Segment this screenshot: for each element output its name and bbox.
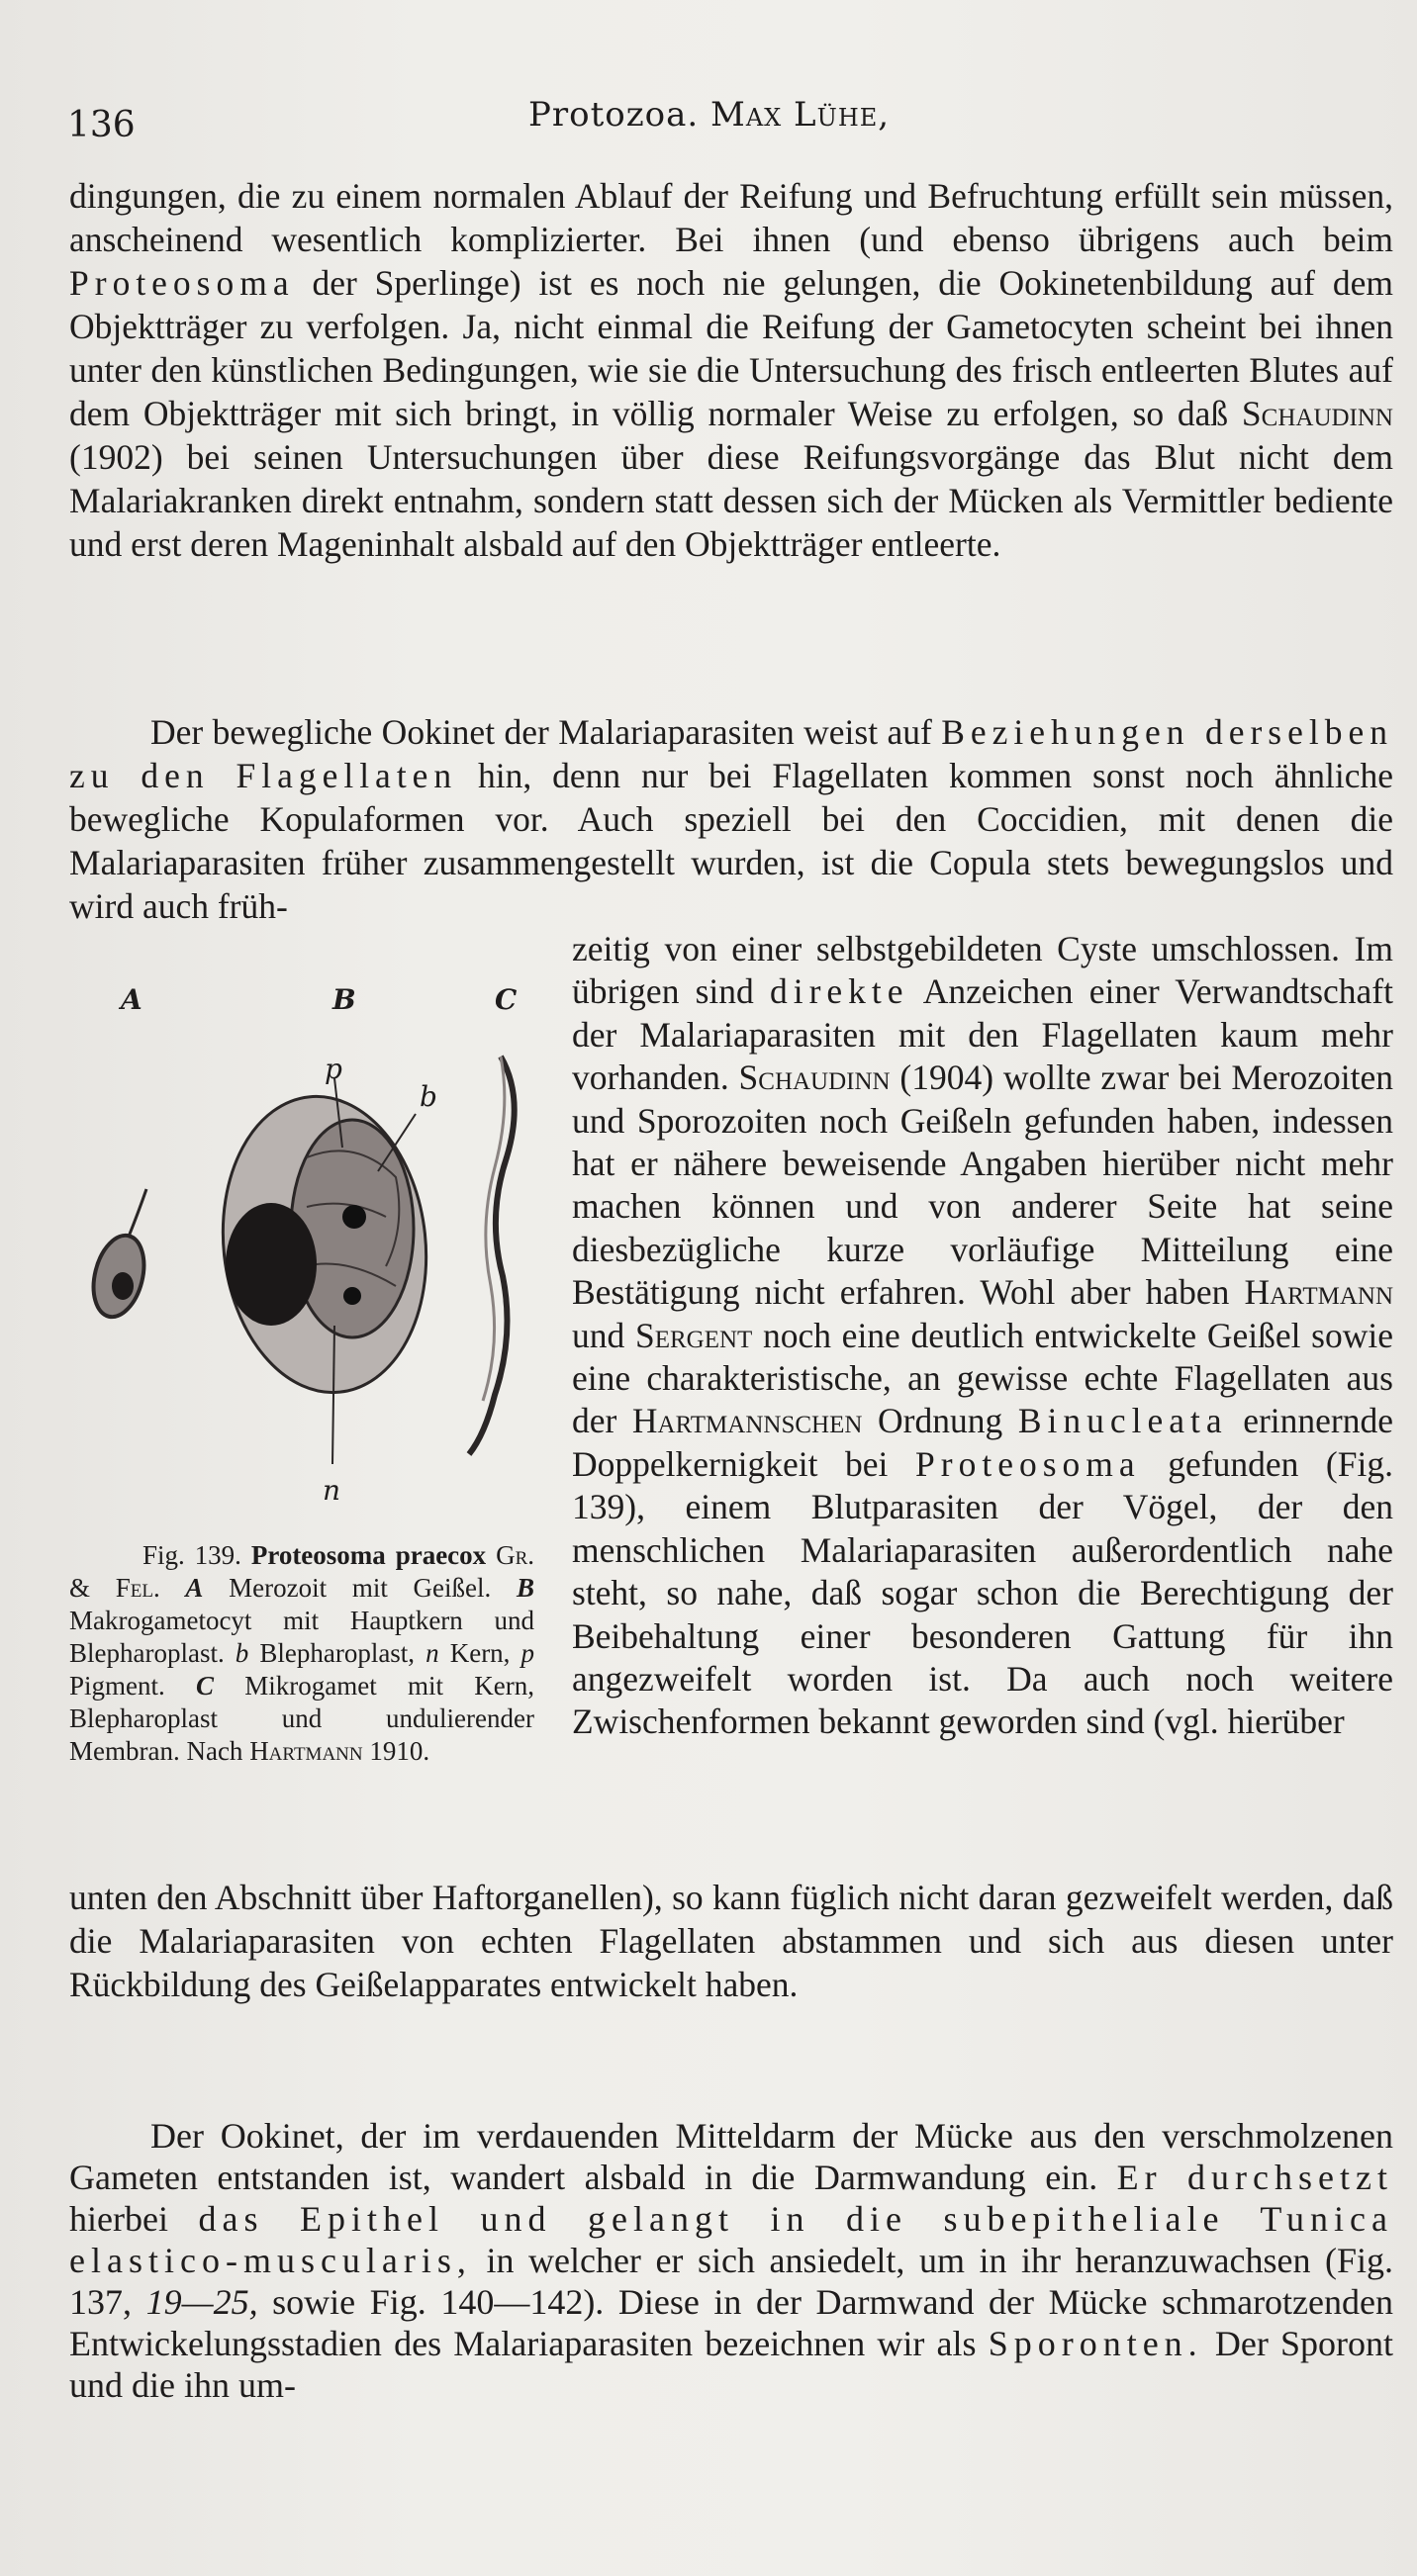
- paragraph-2-top: [69, 710, 1393, 928]
- author-sergent: Sergent: [634, 1315, 753, 1355]
- right-text-a: zeitig von einer selbstgebildeten Cyste umschlossen. Im übrigen sind: [572, 929, 1393, 1012]
- caption-text-p: Pigment.: [69, 1671, 197, 1701]
- right-text-b: Anzeichen einer Verwandtschaft der Malariaparasiten mit den Flagellaten kaum mehr vorhanden.: [572, 971, 1393, 1098]
- emphasis-direkte: direkte: [769, 971, 909, 1012]
- paragraph-2-text-a: Der bewegliche Ookinet der Malariaparasiten weist auf: [150, 712, 942, 752]
- caption-letter-n: n: [425, 1638, 439, 1668]
- figure-label-a: A: [121, 983, 142, 1016]
- author-hartmann: Hartmann: [1244, 1272, 1393, 1313]
- caption-species: Proteosoma praecox: [250, 1540, 487, 1570]
- paragraph-3-text-d: sowie Fig. 140—142). Diese in der Darmwand der Mücke schmarotzenden Entwickelungsstadien des Malariaparasiten bezeichnen wir als: [69, 2282, 1393, 2363]
- paragraph-2-right-column: [572, 928, 1393, 1744]
- figure-range: 19—25,: [145, 2282, 258, 2322]
- paragraph-3-text-a: Der Ookinet, der im verdauenden Mitteldarm der Mücke aus den verschmolzenen Gameten entstanden ist, wandert alsbald in die Darmwandung ein.: [69, 2116, 1393, 2197]
- merozoite-drawing: [86, 1189, 152, 1323]
- running-title: [528, 95, 890, 135]
- genus-proteosoma-2: Proteosoma: [915, 1443, 1141, 1484]
- caption-text-c: Mikrogamet mit Kern, Blepharoplast und undulierender Membran. Nach: [69, 1671, 534, 1766]
- paragraph-3-text-b: hierbei: [69, 2199, 199, 2239]
- running-title-author: Max Lühe,: [710, 95, 891, 135]
- caption-author-hartmann: Hartmann: [249, 1736, 363, 1766]
- genus-proteosoma: Proteosoma: [69, 263, 295, 303]
- caption-letter-c: C: [196, 1671, 215, 1701]
- figure-label-blepharoplast: b: [420, 1080, 437, 1113]
- caption-year: 1910.: [362, 1736, 430, 1766]
- figure-139: [59, 969, 544, 1523]
- paragraph-1-text-c: (1902) bei seinen Untersuchungen über diese Reifungsvorgänge das Blut nicht dem Malariakranken direkt entnahm, sondern statt dessen sich der Mücken als Vermittler bediente und erst deren Mageninhalt alsbald auf den Objektträger entleerte.: [69, 437, 1393, 564]
- emphasis-epithel: das Epithel und gelangt in die subepitheliale Tunica elastico-muscularis,: [69, 2199, 1394, 2280]
- caption-text-b-small: Blepharoplast,: [248, 1638, 426, 1668]
- figure-caption: [69, 1539, 534, 1768]
- paragraph-1: [69, 174, 1393, 566]
- page-number: 136: [67, 105, 136, 145]
- emphasis-durchsetzt: Er durchsetzt: [1116, 2158, 1393, 2197]
- emphasis-beziehungen: Beziehungen derselben zu den Flagellaten: [69, 712, 1393, 795]
- caption-letter-b-small: b: [235, 1638, 249, 1668]
- paragraph-2-bottom: [69, 1876, 1393, 2006]
- figure-label-c: C: [495, 983, 518, 1016]
- figure-label-pigment: p: [325, 1053, 342, 1085]
- caption-text-n: Kern,: [438, 1638, 521, 1668]
- figure-label-b: B: [332, 983, 356, 1016]
- author-hartmann-order: Hartmannschen: [631, 1401, 863, 1441]
- macrogametocyte-drawing: [209, 1078, 440, 1464]
- figure-label-nucleus: n: [323, 1474, 341, 1507]
- paragraph-2-text-b: hin, denn nur bei Flagellaten kommen sonst noch ähnliche bewegliche Kopulaformen vor. Auch speziell bei den Coccidien, mit denen die Malariaparasiten früher zusammengestellt wurden, ist die Copula stets bewegungslos und wird auch früh-: [69, 756, 1393, 926]
- caption-text-b: Makrogametocyt mit Hauptkern und Blepharoplast.: [69, 1606, 534, 1668]
- figure-drawing: [59, 969, 544, 1523]
- right-text-f: erinnernde Doppelkernigkeit bei: [572, 1401, 1393, 1484]
- caption-fig-number: Fig. 139.: [142, 1540, 241, 1570]
- right-text-d: noch eine deutlich entwickelte Geißel sowie eine charakteristische, an gewisse echte Flagellaten aus der: [572, 1315, 1393, 1441]
- caption-letter-p: p: [520, 1638, 534, 1668]
- right-text-e: Ordnung: [862, 1401, 1018, 1441]
- caption-authors: Gr. & Fel.: [69, 1540, 534, 1603]
- right-text-und: und: [572, 1315, 635, 1355]
- page-header: [67, 95, 1354, 154]
- caption-text-a: Merozoit mit Geißel.: [203, 1573, 517, 1603]
- right-text-g: gefunden (Fig. 139), einem Blutparasiten der Vögel, der den menschlichen Malariaparasiten außerordentlich nahe steht, so nahe, daß sogar schon die Berechtigung der Beibehaltung einer besonderen Gattung für ihn angezweifelt worden ist. Da auch noch weitere Zwischenformen bekannt geworden sind (vgl. hierüber: [572, 1443, 1393, 1742]
- author-schaudinn-2: Schaudinn: [738, 1058, 891, 1098]
- emphasis-sporonten: Sporonten.: [988, 2324, 1203, 2363]
- caption-letter-b: B: [517, 1573, 535, 1603]
- right-text-c: (1904) wollte zwar bei Merozoiten und Sporozoiten noch Geißeln gefunden haben, indessen hat er nähere beweisende Angaben hierüber nicht mehr machen können und von anderer Seite hat seine diesbezügliche kurze vorläufige Mitteilung eine Bestätigung nicht erfahren. Wohl aber haben: [572, 1058, 1393, 1313]
- paragraph-1-text-a: dingungen, die zu einem normalen Ablauf der Reifung und Befruchtung erfüllt sein müssen, anscheinend wesentlich komplizierter. Bei ihnen (und ebenso übrigens auch beim: [69, 176, 1393, 259]
- author-schaudinn: Schaudinn: [1241, 394, 1393, 433]
- microgamete-drawing: [469, 1057, 515, 1454]
- paragraph-3-text-e: Der Sporont und die ihn um-: [69, 2324, 1393, 2405]
- running-title-prefix: Protozoa.: [528, 95, 700, 135]
- paragraph-3-text-c: in welcher er sich ansiedelt, um in ihr heranzuwachsen (Fig. 137,: [69, 2241, 1393, 2322]
- paragraph-1-text-b: der Sperlinge) ist es noch nie gelungen, die Ookinetenbildung auf dem Objektträger zu verfolgen. Ja, nicht einmal die Reifung der Gametocyten scheint bei ihnen unter den künstlichen Bedingungen, wie sie die Untersuchung des frisch entleerten Blutes auf dem Objektträger mit sich bringt, in völlig normaler Weise zu erfolgen, so daß: [69, 263, 1393, 433]
- paragraph-2-text-bottom: unten den Abschnitt über Haftorganellen), so kann füglich nicht daran gezweifelt werden, daß die Malariaparasiten von echten Flagellaten abstammen und sich aus diesen unter Rückbildung des Geißelapparates entwickelt haben.: [69, 1878, 1393, 2004]
- paragraph-3: [69, 2115, 1393, 2406]
- order-binucleata: Binucleata: [1017, 1401, 1228, 1441]
- caption-letter-a: A: [185, 1573, 204, 1603]
